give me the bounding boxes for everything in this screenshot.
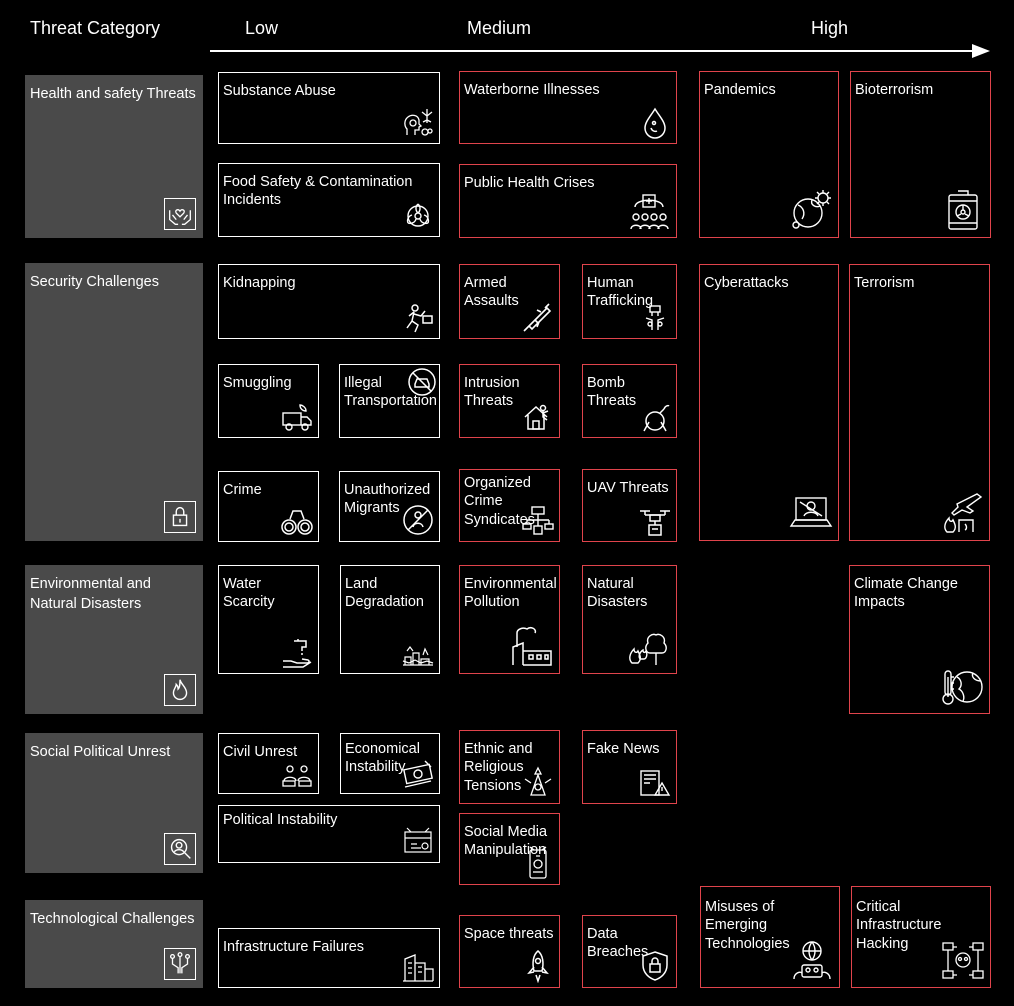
medical-crowd-icon [626, 187, 672, 233]
circuit-icon [164, 948, 196, 980]
rocket-icon [521, 949, 555, 983]
laptop-hacker-icon [788, 490, 834, 536]
category-label: Environmental and Natural Disasters [30, 576, 151, 612]
threat-bomb-threats[interactable] [582, 364, 677, 438]
collapsed-building-icon [401, 949, 435, 983]
severity-axis-line [210, 50, 978, 52]
threat-climate-change[interactable] [849, 565, 990, 714]
threat-natural-disasters[interactable] [582, 565, 677, 674]
threat-label: Fake News [587, 741, 660, 757]
newspaper-warning-icon [638, 765, 672, 799]
category-health-safety [25, 75, 203, 238]
padlock-icon [164, 501, 196, 533]
threat-human-trafficking[interactable] [582, 264, 677, 339]
category-environmental [25, 565, 203, 714]
political-icon [401, 824, 435, 858]
threat-label: Pandemics [704, 82, 776, 98]
threat-cyberattacks[interactable] [699, 264, 839, 541]
threat-food-safety[interactable] [218, 163, 440, 237]
threat-uav-threats[interactable] [582, 469, 677, 542]
hands-heart-icon [164, 198, 196, 230]
threat-water-scarcity[interactable] [218, 565, 319, 674]
threat-label: UAV Threats [587, 480, 669, 496]
threat-label: Bomb Threats [587, 375, 637, 410]
threat-pandemics[interactable] [699, 71, 839, 238]
threat-label: Organized Crime Syndicates [464, 475, 535, 528]
threat-social-media-manipulation[interactable] [459, 813, 560, 885]
no-car-icon [405, 365, 439, 399]
category-social-political [25, 733, 203, 873]
threat-label: Political Instability [223, 812, 338, 828]
threat-label: Crime [223, 482, 262, 498]
person-search-icon [164, 833, 196, 865]
threat-label: Critical Infrastructure Hacking [856, 899, 942, 952]
threat-label: Intrusion Threats [464, 375, 520, 410]
threat-public-health-crises[interactable] [459, 164, 677, 238]
threat-label: Bioterrorism [855, 82, 934, 98]
threat-label: Economical Instability [345, 741, 420, 776]
threat-label: Kidnapping [223, 275, 296, 291]
wildfire-icon [626, 623, 672, 669]
house-intrusion-icon [521, 399, 555, 433]
level-medium-label: Medium [467, 18, 532, 38]
threat-label: Natural Disasters [587, 576, 648, 611]
threat-misuses-emerging-tech[interactable] [700, 886, 840, 988]
threat-ethnic-religious[interactable] [459, 730, 560, 804]
threat-intrusion-threats[interactable] [459, 364, 560, 438]
threat-illegal-transportation[interactable] [339, 364, 440, 438]
robot-globe-icon [789, 937, 835, 983]
threat-waterborne-illnesses[interactable] [459, 71, 677, 144]
threat-label: Space threats [464, 926, 554, 942]
threat-bioterrorism[interactable] [850, 71, 991, 238]
threat-armed-assaults[interactable] [459, 264, 560, 339]
category-label: Technological Challenges [30, 911, 195, 927]
threat-label: Armed Assaults [464, 275, 519, 310]
threat-label: Public Health Crises [464, 175, 595, 191]
severity-axis-arrowhead [972, 44, 990, 58]
water-drop-icon [638, 105, 672, 139]
chained-hands-icon [638, 300, 672, 334]
threat-data-breaches[interactable] [582, 915, 677, 988]
threat-label: Cyberattacks [704, 275, 789, 291]
threat-infrastructure-failures[interactable] [218, 928, 440, 988]
threat-civil-unrest[interactable] [218, 733, 319, 794]
category-label: Security Challenges [30, 274, 159, 290]
bomb-icon [638, 399, 672, 433]
threat-label: Ethnic and Religious Tensions [464, 741, 533, 794]
threat-crime[interactable] [218, 471, 319, 542]
migrant-icon [401, 503, 435, 537]
religion-icon [521, 765, 555, 799]
handcuffs-icon [280, 503, 314, 537]
threat-label: Civil Unrest [223, 744, 298, 760]
factory-icon [509, 623, 555, 669]
threat-terrorism[interactable] [849, 264, 990, 541]
threat-label: Climate Change Impacts [854, 576, 958, 611]
threat-label: Waterborne Illnesses [464, 82, 600, 98]
land-icon [401, 635, 435, 669]
threat-label: Land Degradation [345, 576, 424, 611]
threat-label: Water Scarcity [223, 576, 275, 611]
category-security [25, 263, 203, 541]
globe-virus-icon [788, 187, 834, 233]
plane-fire-icon [939, 490, 985, 536]
threat-label: Human Trafficking [587, 275, 654, 310]
network-icon [521, 503, 555, 537]
threat-space-threats[interactable] [459, 915, 560, 988]
threat-label: Social Media Manipulation [464, 824, 548, 859]
network-skull-icon [940, 937, 986, 983]
threat-political-instability[interactable] [218, 805, 440, 863]
threat-label: Misuses of Emerging Technologies [705, 899, 790, 952]
threat-economical-instability[interactable] [340, 733, 440, 794]
biohazard-icon [401, 198, 435, 232]
thermometer-globe-icon [939, 663, 985, 709]
threat-label: Smuggling [223, 375, 292, 391]
threat-label: Food Safety & Contamination Incidents [223, 174, 413, 209]
threat-label: Illegal Transportation [344, 375, 437, 410]
cannabis-head-icon [401, 105, 435, 139]
threat-fake-news[interactable] [582, 730, 677, 804]
threat-unauthorized-migrants[interactable] [339, 471, 440, 542]
level-high-label: High [811, 18, 849, 38]
threat-land-degradation[interactable] [340, 565, 440, 674]
threat-label: Terrorism [854, 275, 915, 291]
faucet-hand-icon [280, 635, 314, 669]
threat-label: Substance Abuse [223, 83, 336, 99]
rifle-icon [521, 300, 555, 334]
money-down-icon [401, 755, 435, 789]
level-low-label: Low [245, 18, 279, 38]
threat-environmental-pollution[interactable] [459, 565, 560, 674]
category-label: Social Political Unrest [30, 744, 171, 760]
threat-kidnapping[interactable] [218, 264, 440, 339]
biohazard-barrel-icon [940, 187, 986, 233]
flame-icon [164, 674, 196, 706]
threat-category-header: Threat Category [30, 18, 161, 38]
shield-lock-icon [638, 949, 672, 983]
threat-label: Infrastructure Failures [223, 939, 365, 955]
threat-smuggling[interactable] [218, 364, 319, 438]
category-technological [25, 900, 203, 988]
drone-icon [638, 503, 672, 537]
threat-label: Data Breaches [587, 926, 649, 961]
protest-icon [280, 755, 314, 789]
threat-critical-infrastructure-hacking[interactable] [851, 886, 991, 988]
running-person-icon [401, 300, 435, 334]
phone-manipulation-icon [521, 846, 555, 880]
threat-substance-abuse[interactable] [218, 72, 440, 144]
category-label: Health and safety Threats [30, 86, 196, 102]
threat-label: Unauthorized Migrants [344, 482, 431, 517]
threat-label: Environmental Pollution [464, 576, 557, 611]
truck-icon [280, 399, 314, 433]
threat-organized-crime[interactable] [459, 469, 560, 542]
